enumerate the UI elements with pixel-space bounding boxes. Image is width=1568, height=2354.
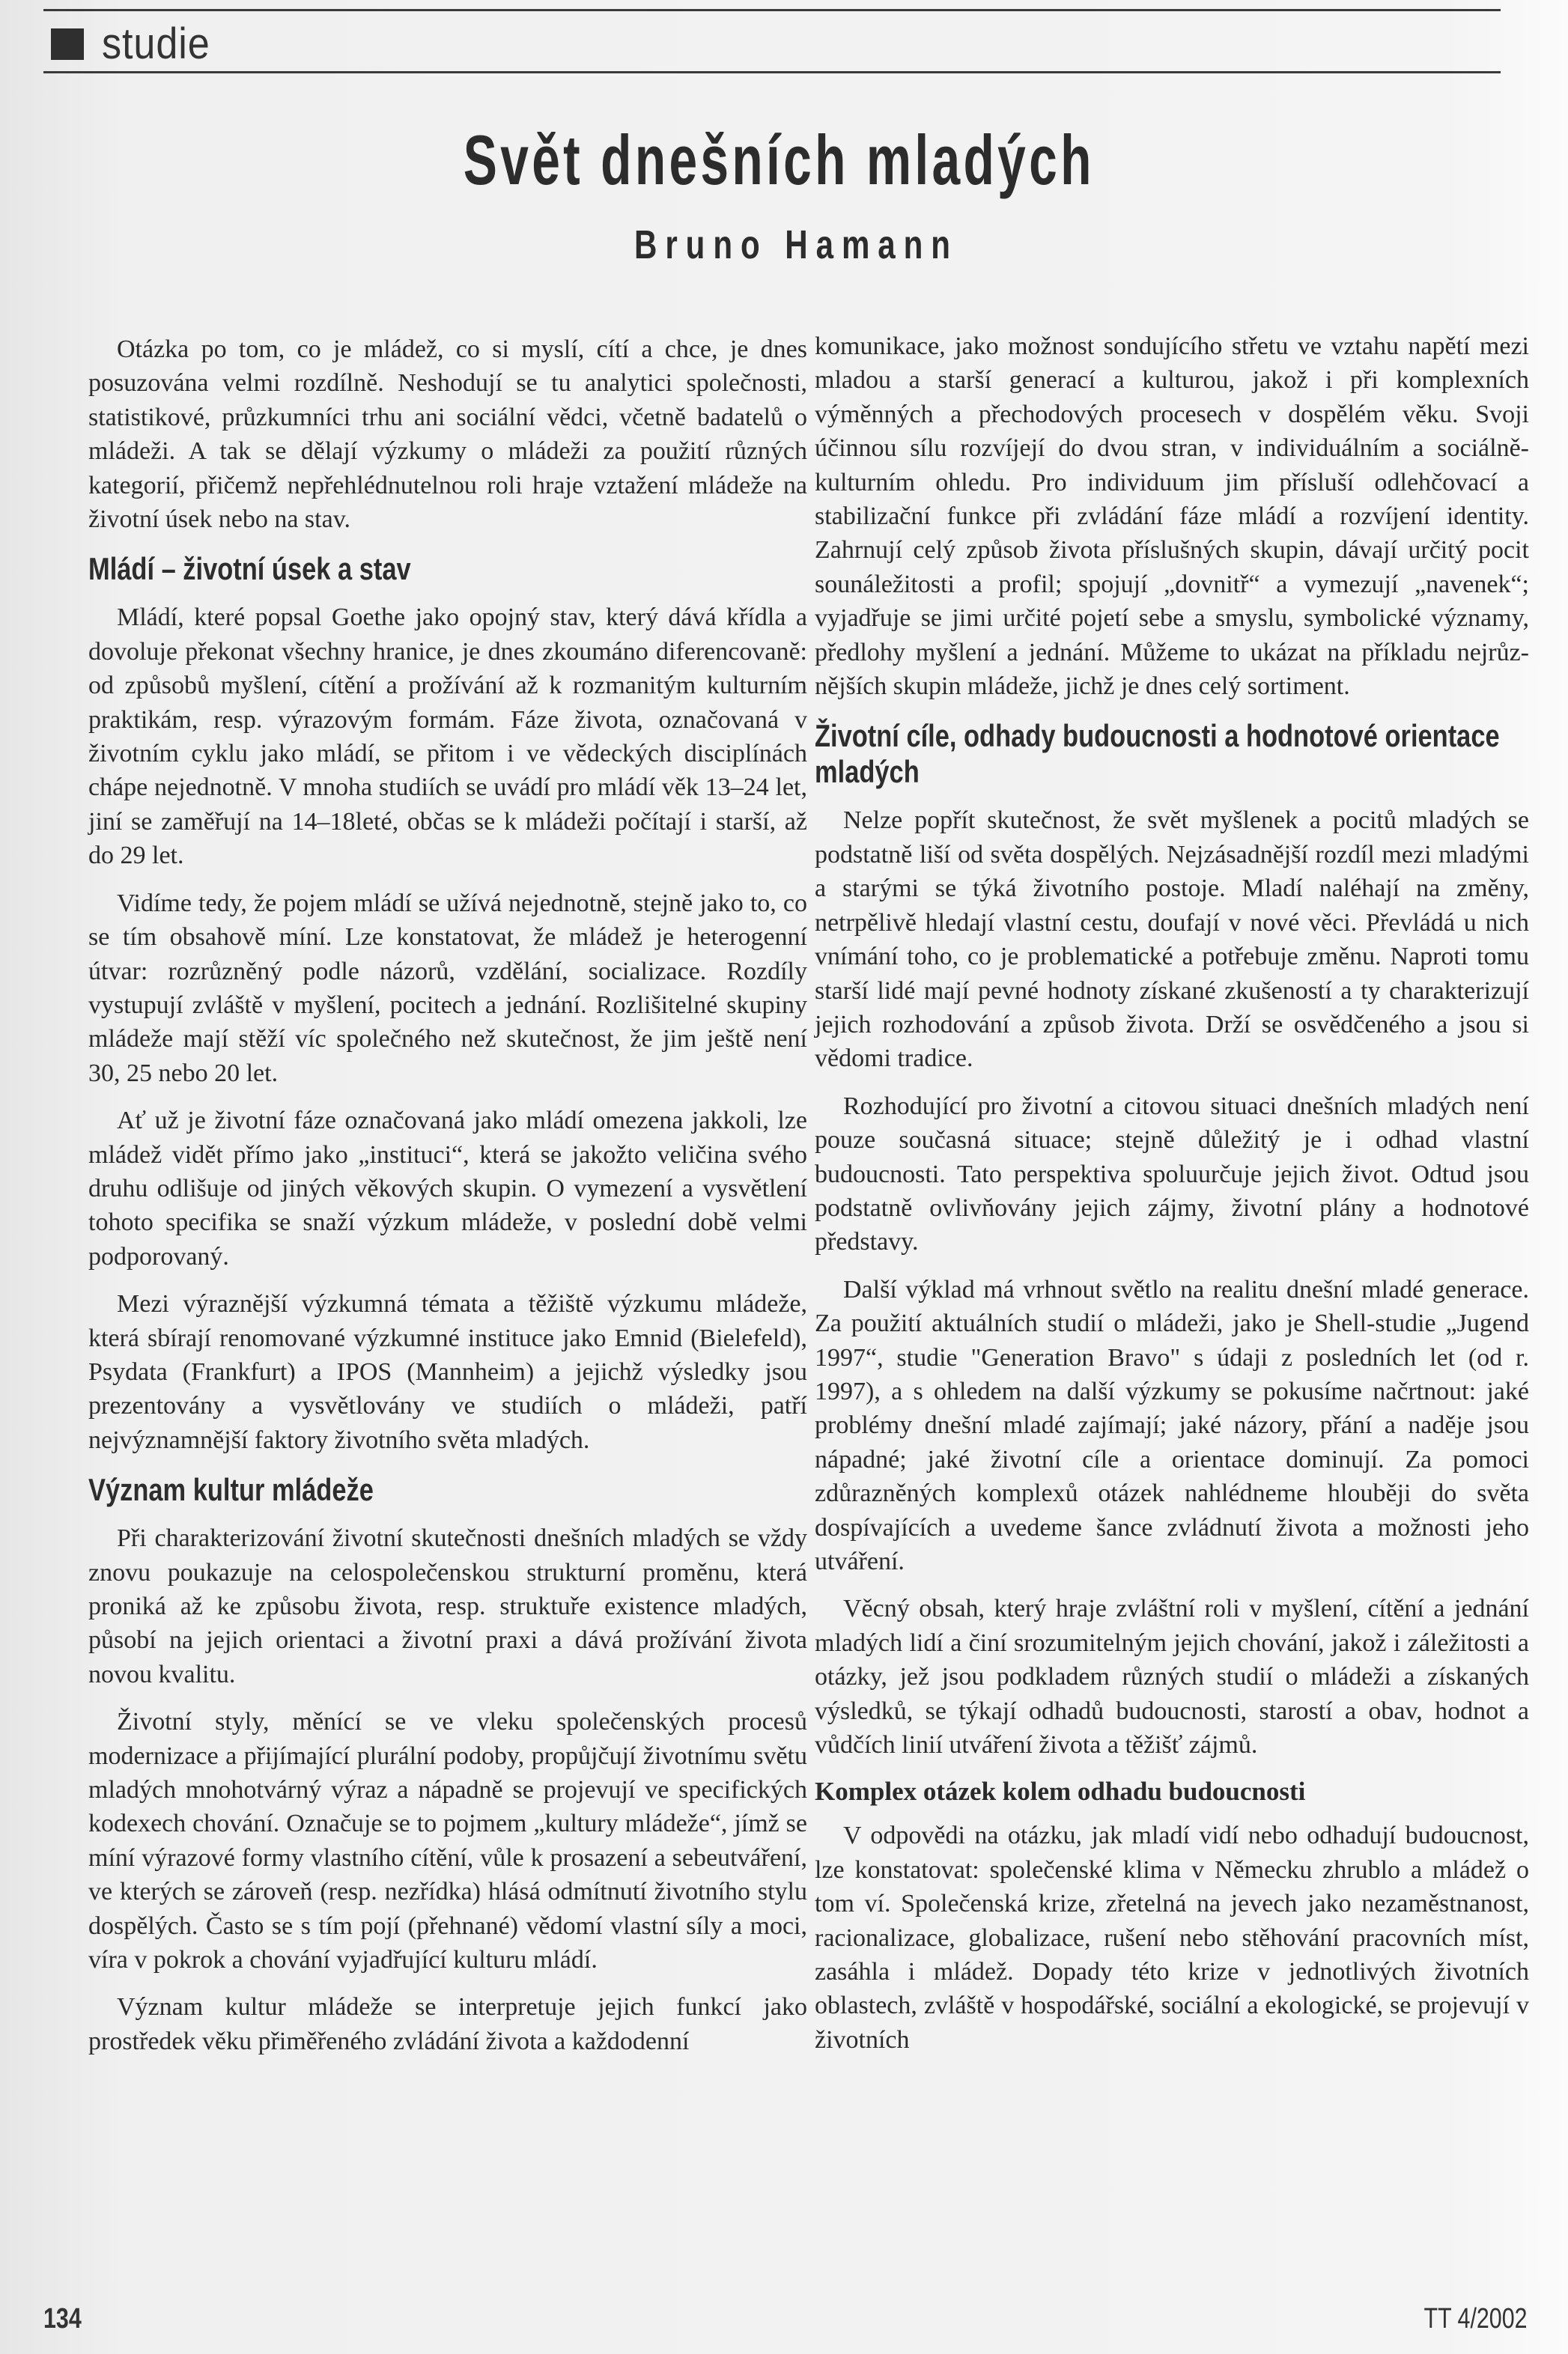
body-paragraph: Význam kultur mládeže se interpretuje jejich funkcí jako prostředek věku přiměřeného zvládání života a každodenní <box>88 1993 807 2055</box>
section-tag <box>51 19 222 68</box>
body-paragraph: Při charakterizování životní skutečnosti dnešních mladých se vždy znovu poukazuje na celospolečenskou strukturní proměnu, která proniká až ke způsobu života, resp. struktuře existence mladých, působí na jejich orientaci a životní praxi a dává prožívání života novou kvalitu. <box>88 1524 807 1688</box>
right-column <box>815 329 1529 2070</box>
issue-label: TT 4/2002 <box>1423 2303 1528 2335</box>
section-heading: Životní cíle, odhady budoucnosti a hodnotové orientace mladých <box>815 718 1500 790</box>
body-paragraph: Životní styly, měnící se ve vleku společenských procesů modernizace a přijímající plurální podoby, propůjčují životnímu světu mladých mnohotvárný výraz a nápadně se projevují ve specifických kodexech chování. Označuje se to pojmem „kultury mládeže“, jímž se míní výrazové formy vlastního cítění, vůle k prosazení a sebeutváření, ve kterých se zároveň (resp. nezřídka) hlásá odmítnutí životního stylu dospělých. Často se s tím pojí (přehnané) vědomí vlastní síly a moci, víra v pokrok a chování vyjadřující kulturu mládí. <box>88 1708 807 1974</box>
article-author: Bruno Hamann <box>634 222 958 267</box>
body-paragraph: Nelze popřít skutečnost, že svět myšlenek a pocitů mladých se podstatně liší od světa dospělých. Nejzásadnější rozdíl mezi mladými a starými se týká životního postoje. Mladí naléhají na změny, netrpělivě hledají vlastní cestu, doufají v nové věci. Převládá u nich vnímání toho, co je problematické a potřebuje změnu. Naproti tomu starší lidé mají pevné hodnoty získané zkušeností a ty charakterizují jejich rozhodování a způsob života. Drží se osvědčeného a jsou si vědomi tradice. <box>815 806 1529 1073</box>
body-paragraph: Vidíme tedy, že pojem mládí se užívá nejednotně, stejně jako to, co se tím obsahově míní. Lze konstatovat, že mládež je heterogenní útvar: rozrůzněný podle názorů, vzdělání, socializace. Rozdíly vystupují zvláště v myšlení, pocitech a jednání. Rozlišitelné skupiny mládeže mají stěží víc společného než skutečnost, že jim ještě není 30, 25 nebo 20 let. <box>88 889 807 1087</box>
body-paragraph: Ať už je životní fáze označovaná jako mládí omezena jakkoli, lze mládež vidět přímo jako „instituci“, která se jakožto veličina svého druhu odlišuje od jiných věkových skupin. O vymezení a vysvětlení tohoto specifika se snaží výzkum mládeže, v poslední době velmi podporovaný. <box>88 1107 807 1271</box>
page-number: 134 <box>43 2303 82 2335</box>
body-paragraph: V odpovědi na otázku, jak mladí vidí nebo odhadují budoucnost, lze konstatovat: společenské klima v Německu zhrublo a mládež o tom ví. Společenská krize, zřetelná na jevech jako nezaměstnanost, racionalizace, globalizace, rušení nebo stěhování pracovních míst, zasáhla i mládež. Dopady této krize v jednotlivých životních oblastech, zvláště v hospodářské, sociální a ekologické, se projevují v životních <box>815 1822 1529 2054</box>
body-paragraph: Otázka po tom, co je mládež, co si myslí, cítí a chce, je dnes posuzována velmi rozdílně. Neshodují se tu analytici společnosti, statistikové, průzkumníci trhu ani sociální vědci, včetně badatelů o mládeži. A tak se dělají výzkumy o mládeži za použití různých kategorií, přičemž nepřehlédnutelnou roli hraje vztažení mládeže na životní úsek nebo na stav. <box>88 335 807 534</box>
section-label: studie <box>102 19 210 68</box>
body-paragraph: Mládí, které popsal Goethe jako opojný stav, který dává křídla a dovoluje překonat všechny hranice, je dnes zkoumáno diferencovaně: od způsobů myšlení, cítění a prožívání až k rozmanitým kulturním praktikám, resp. výrazovým formám. Fáze života, označovaná v životním cyklu jako mládí, se přitom i ve vědeckých disciplínách chápe nejednotně. V mnoha studiích se uvádí pro mládí věk 13–24 let, jiní se zaměřují na 14–18leté, občas se k mládeži počítají i starší, až do 29 let. <box>88 603 807 870</box>
header-rule-bottom <box>43 71 1501 73</box>
body-paragraph: Další výklad má vrhnout světlo na realitu dnešní mladé generace. Za použití aktuálních studií o mládeži, jako je Shell-studie „Jugend 1997“, studie "Generation Bravo" s údaji z posledních let (od r. 1997), a s ohledem na další výzkumy se pokusíme načrtnout: jaké problémy dnešní mladé zajímají; jaké názory, přání a naděje jsou nápadné; jaké životní cíle a orientace dominují. Za pomoci zdůrazněných komplexů otázek nahlédneme hlouběji do světa dospívajících a uvedeme šance zvládnutí života a možnosti jeho utváření. <box>815 1275 1529 1575</box>
section-heading: Mládí – životní úsek a stav <box>88 551 411 587</box>
header-rule-top <box>43 9 1501 11</box>
body-paragraph: komunikace, jako možnost sondujícího střetu ve vztahu napětí mezi mladou a starší generací a kulturou, jakož i při komplexních výměnných a přechodových procesech v dospělém věku. Svoji účinnou sílu rozvíjejí do dvou stran, v individuálním a sociálně-kulturním ohledu. Pro individuum jim přísluší odlehčovací a stabilizační funkce při zvládání fáze mládí a rozvíjení identity. Zahrnují celý způsob života příslušných skupin, dávají určitý pocit sounáležitosti a profil; spojují „dovnitř“ a vymezují „navenek“; vyjadřuje se jimi určité pojetí sebe a smyslu, symbolické významy, předlohy myšlení a jednání. Můžeme to ukázat na příkladu nejrůznějších skupin mládeže, jichž je dnes celý sortiment. <box>815 332 1529 701</box>
subsection-heading: Komplex otázek kolem odhadu budoucnosti <box>815 1777 1306 1807</box>
left-column <box>88 332 807 2072</box>
section-heading: Význam kultur mládeže <box>88 1472 374 1508</box>
body-paragraph: Věcný obsah, který hraje zvláštní roli v myšlení, cítění a jednání mladých lidí a činí srozumitelným jejich chování, jakož i záležitosti a otázky, jež jsou podkladem různých studií o mládeži a získaných výsledků, se týkají odhadů budoucnosti, starostí a obav, hodnot a vůdčích linií utváření života a těžišť zájmů. <box>815 1595 1529 1760</box>
body-paragraph: Mezi výraznější výzkumná témata a těžiště výzkumu mládeže, která sbírají renomované výzkumné instituce jako Emnid (Bielefeld), Psydata (Frankfurt) a IPOS (Mannheim) a jejichž výsledky jsou prezentovány a vysvětlovány ve studiích o mládeži, patří nejvýznamnější faktory životního světa mladých. <box>88 1290 807 1454</box>
section-square-icon <box>51 28 84 60</box>
body-paragraph: Rozhodující pro životní a citovou situaci dnešních mladých není pouze současná situace; stejně důležitý je i odhad vlastní budoucnosti. Tato perspektiva spoluurčuje jejich život. Odtud jsou podstatně ovlivňovány jejich zájmy, životní plány a hodnotové představy. <box>815 1092 1529 1256</box>
article-title: Svět dnešních mladých <box>463 121 1095 199</box>
